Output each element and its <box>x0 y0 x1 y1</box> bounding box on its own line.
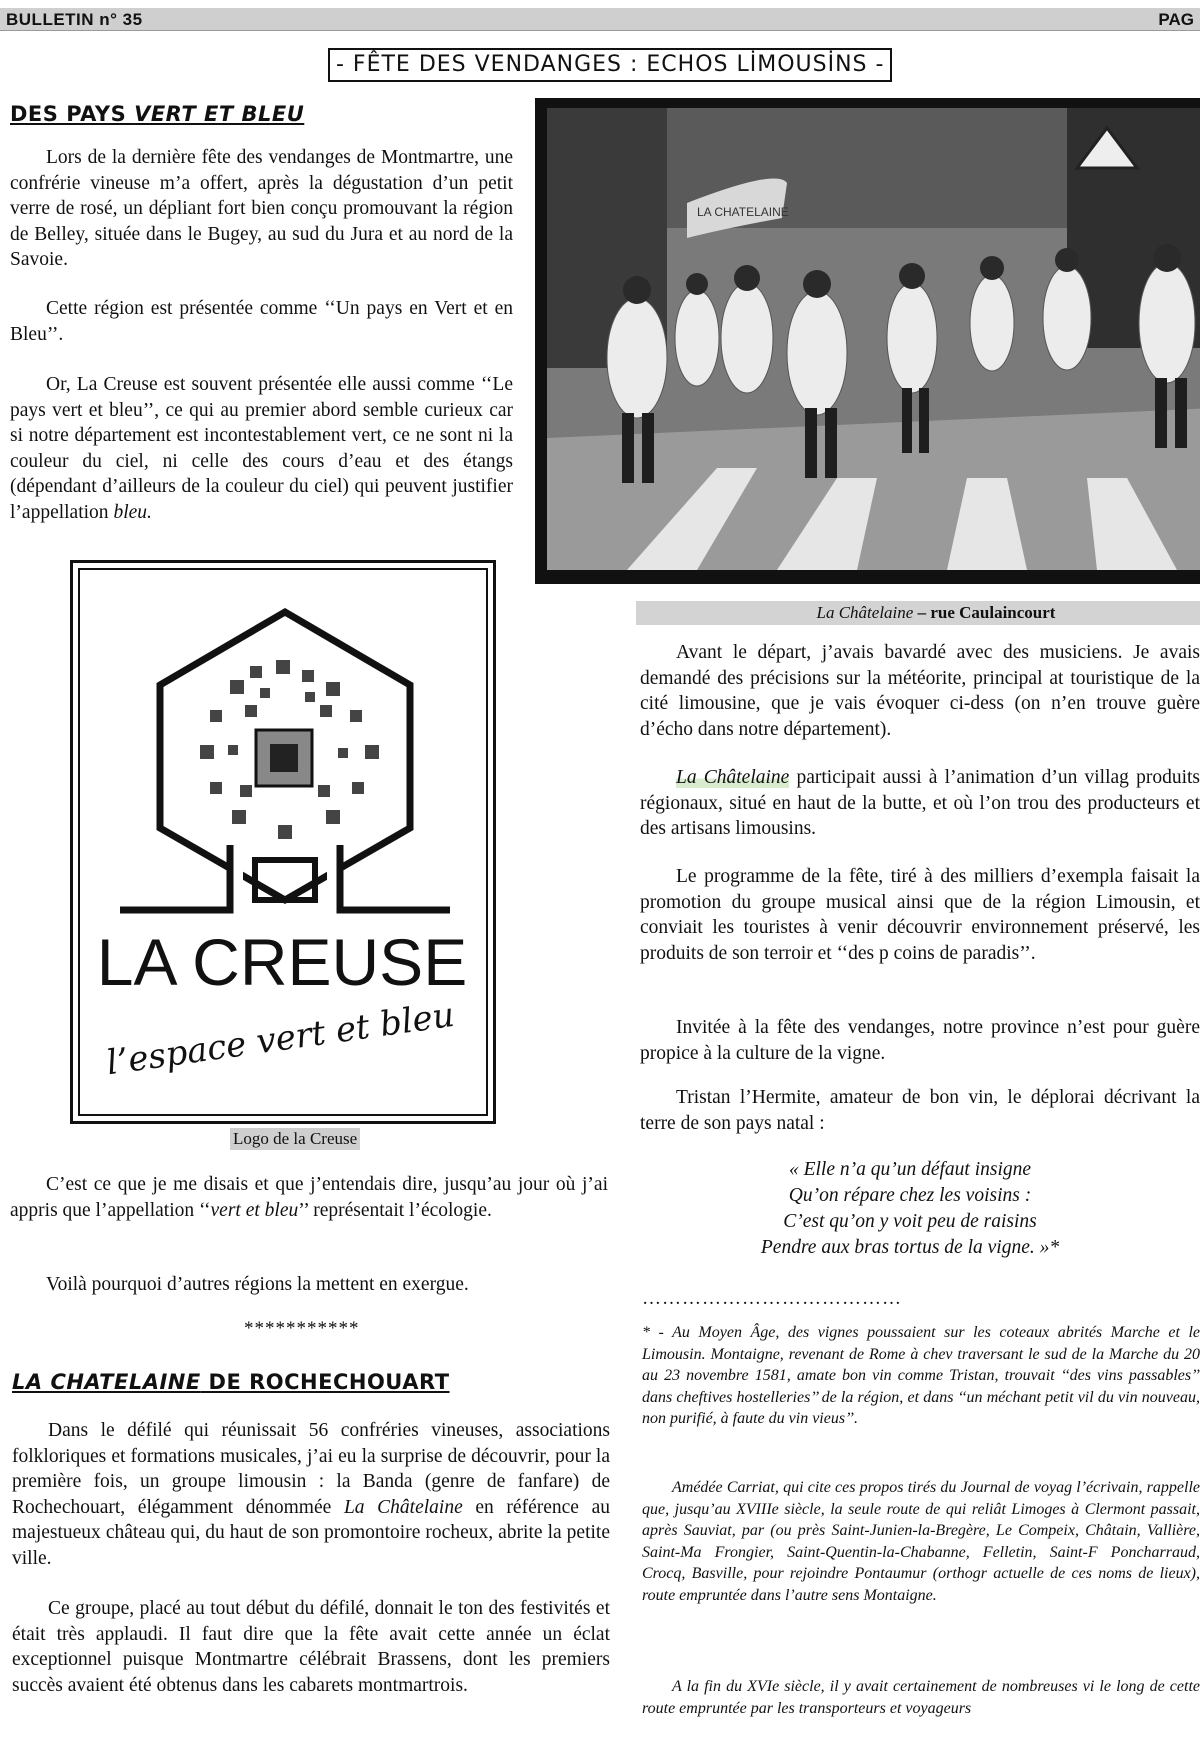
parade-photo <box>535 98 1200 584</box>
article2-p1-italic: La Châtelaine <box>343 1496 463 1518</box>
creuse-logo-icon <box>80 570 484 1114</box>
article1-p4 <box>10 1172 608 1223</box>
footnote-1: * - Au Moyen Âge, des vignes poussaient sur les coteaux abrités Marche et le Limousin. Montaigne, revenant de Rome à chev traversant le sud de la Marche du 20 au 23 novembre 1581, amate bon vin comme Tristan, trouvait ‘‘des vins passables’’ dans cheftives hostelleries’’ de la région, et dans ‘‘un méchant petit vil du vin nouveau, non purifié, à faute du vin vieus’’. <box>642 1324 1200 1427</box>
poem-line: Qu’on répare chez les voisins : <box>788 1185 1032 1206</box>
right-p3: Le programme de la fête, tiré à des milliers d’exempla faisait la promotion du groupe musical ainsi que de la région Limousin, et conviait les touristes à venir découvrir environnement préservé, les produits de son terroir et ‘‘des p coins de paradis’’. <box>640 866 1200 964</box>
article1-p3-italic: bleu. <box>113 501 152 523</box>
article1-title-a: DES PAYS <box>10 102 135 126</box>
right-p2-text: participait aussi à l’animation d’un villag produits régionaux, situé en haut de la butte, et où l’on trou des producteurs et des artisans limousins. <box>640 767 1200 839</box>
article2-p1-a: Dans le défilé qui réunissait 56 confréries vineuses, associations folkloriques et formations musicales, j’ai eu la surprise de découvrir, pour la première fois, un groupe limousin : la Banda (genre de fanfare) de Rochechouart, élégamment dénommée <box>12 1420 610 1518</box>
article1-p3 <box>10 372 513 525</box>
article2-p1 <box>12 1418 610 1571</box>
article1-p5: Voilà pourquoi d’autres régions la mettent en exergue. <box>46 1274 469 1295</box>
photo-caption <box>636 601 1200 625</box>
article2-title-a: LA CHATELAINE <box>12 1370 201 1394</box>
article1-p4-italic: vert et bleu <box>210 1199 299 1221</box>
bulletin-number: BULLETIN n° 35 <box>6 10 143 29</box>
article2-p1-c: en référence au majestueux château qui, du haut de son promontoire rocheux, abrite la petite ville. <box>12 1496 610 1569</box>
photo-banner: LA CHATELAINE <box>697 205 789 219</box>
right-p2 <box>640 765 1200 842</box>
photo-caption-bold: – rue Caulaincourt <box>913 603 1056 622</box>
poem-quote <box>700 1157 1120 1261</box>
article1-p2: Cette région est présentée comme ‘‘Un pays en Vert et en Bleu’’. <box>10 298 513 345</box>
article2-title-b: DE ROCHECHOUART <box>200 1370 450 1394</box>
logo-tagline: l’espace vert et bleu <box>104 994 457 1084</box>
article2-title <box>12 1370 450 1394</box>
right-p5: Tristan l’Hermite, amateur de bon vin, le déplorai décrivant la terre de son pays natal : <box>640 1087 1200 1134</box>
poem-line: « Elle n’a qu’un défaut insigne <box>788 1159 1032 1180</box>
page-label: PAG <box>1158 10 1194 29</box>
parade-photo-image <box>547 108 1200 570</box>
poem-line: Pendre aux bras tortus de la vigne. »* <box>760 1237 1060 1258</box>
right-p1: Avant le départ, j’avais bavardé avec des musiciens. Je avais demandé des précisions sur la météorite, principal at touristique de la cité limousine, que je vais évoquer ci-dess (on n’en trouve guère d’écho dans notre département). <box>640 642 1200 740</box>
footnote-separator: ………………………………… <box>642 1288 902 1309</box>
photo-caption-italic: La Châtelaine <box>816 603 914 622</box>
article1-title-b: VERT ET BLEU <box>134 102 305 126</box>
poem-line: C’est qu’on y voit peu de raisins <box>783 1211 1037 1232</box>
logo-frame <box>70 560 496 1124</box>
separator-stars: *********** <box>244 1318 360 1339</box>
article1-p4-a: C’est ce que je me disais et que j’entendais dire, jusqu’au jour où j’ai appris que l’appellation ‘‘ <box>10 1174 608 1221</box>
article1-p1: Lors de la dernière fête des vendanges de Montmartre, une confrérie vineuse m’a offert, après la dégustation d’un petit verre de rosé, un dépliant fort bien conçu promouvant la région de Belley, située dans le Bugey, au sud du Jura et au nord de la Savoie. <box>10 147 513 270</box>
article2-p2: Ce groupe, placé au tout début du défilé, donnait le ton des festivités et était très applaudi. Il faut dire que la fête avait cette année un éclat exceptionnel puisque Montmartre célébrait Brassens, dont les premiers succès avaient été obtenus dans les cabarets montmartrois. <box>12 1598 610 1696</box>
right-p4: Invitée à la fête des vendanges, notre province n’est pour guère propice à la culture de la vigne. <box>640 1017 1200 1064</box>
header-bar <box>0 8 1200 31</box>
footnote-2: Amédée Carriat, qui cite ces propos tirés du Journal de voyag l’écrivain, rappelle que, jusqu’au XVIIIe siècle, la seule route de qui reliât Limoges à Clermont passait, après Sauviat, par (ou près Saint-Junien-la-Bregère, Le Compeix, Châtain, Vallière, Saint-Ma Frongier, Saint-Quentin-la-Chabanne, Felletin, Saint-F Poncharraud, Crocq, Basville, pour rejoindre Pontaumur (orthogr actuelle de ces noms de lieux), route empruntée dans l’autre sens Montaigne. <box>642 1479 1200 1604</box>
section-title: - FÊTE DES VENDANGES : ECHOS LİMOUSİNS - <box>328 48 892 82</box>
footnote-3: A la fin du XVIe siècle, il y avait certainement de nombreuses vi le long de cette route empruntée par les transporteurs et voyageurs <box>642 1678 1200 1717</box>
article1-p3-text: Or, La Creuse est souvent présentée elle aussi comme ‘‘Le pays vert et bleu’’, ce qui au premier abord semble curieux car si notre département est incontestablement vert, ce ne sont ni la couleur du ciel, ni celle des cours d’eau et des étangs (dépendant d’ailleurs de la couleur du ciel) qui peuvent justifier l’appellation <box>10 374 513 523</box>
article1-title <box>10 102 304 126</box>
right-p2-italic: La Châtelaine <box>676 767 790 788</box>
logo-main-text: LA CREUSE <box>96 925 468 999</box>
logo-caption: Logo de la Creuse <box>230 1128 360 1150</box>
article1-p4-c: ’’ représentait l’écologie. <box>298 1199 492 1221</box>
